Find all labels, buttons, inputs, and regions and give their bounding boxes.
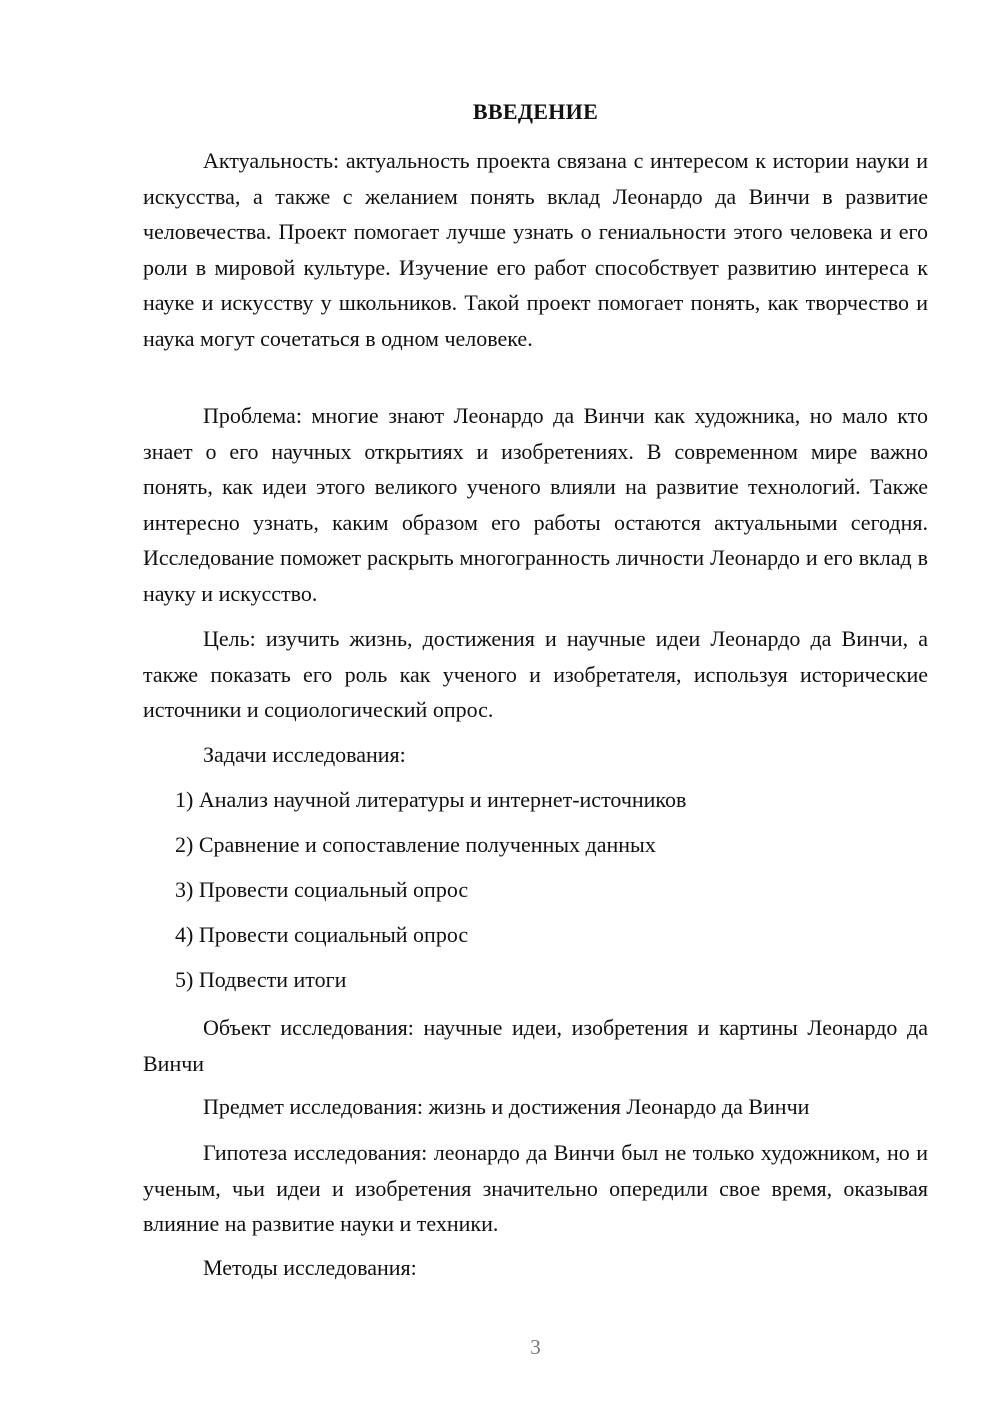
relevance-paragraph: Актуальность: актуальность проекта связана с интересом к истории науки и искусства, а также с желанием понять вклад Леонардо да Винчи в развитие человечества. Проект помогает лучше узнать о гениальности этого человека и его роли в мировой культуре. Изучение его работ способствует развитию интереса к науке и искусству у школьников. Такой проект помогает понять, как творчество и наука могут сочетаться в одном человеке. [143, 148, 928, 351]
page-number: 3 [530, 1335, 541, 1359]
task-item-5: 5) Подвести итоги [175, 967, 347, 992]
page-title: ВВЕДЕНИЕ [472, 99, 599, 124]
task-item-1: 1) Анализ научной литературы и интернет-источников [175, 787, 687, 812]
tasks-heading: Задачи исследования: [203, 742, 406, 767]
goal-paragraph: Цель: изучить жизнь, достижения и научные идеи Леонардо да Винчи, а также показать его роль как ученого и изобретателя, используя исторические источники и социологический опрос. [143, 626, 928, 723]
object-paragraph: Объект исследования: научные идеи, изобретения и картины Леонардо да Винчи [143, 1015, 928, 1076]
problem-paragraph: Проблема: многие знают Леонардо да Винчи как художника, но мало кто знает о его научных открытиях и изобретениях. В современном мире важно понять, как идеи этого великого ученого влияли на развитие технологий. Также интересно узнать, каким образом его работы остаются актуальными сегодня. Исследование поможет раскрыть многогранность личности Леонардо и его вклад в науку и искусство. [143, 403, 928, 606]
task-item-4: 4) Провести социальный опрос [175, 922, 469, 947]
methods-heading: Методы исследования: [203, 1255, 417, 1280]
hypothesis-paragraph: Гипотеза исследования: леонардо да Винчи был не только художником, но и ученым, чьи идеи и изобретения значительно опередили свое время, оказывая влияние на развитие науки и техники. [143, 1140, 928, 1237]
task-item-3: 3) Провести социальный опрос [175, 877, 469, 902]
task-item-2: 2) Сравнение и сопоставление полученных данных [175, 832, 656, 857]
subject-paragraph: Предмет исследования: жизнь и достижения Леонардо да Винчи [203, 1094, 810, 1119]
